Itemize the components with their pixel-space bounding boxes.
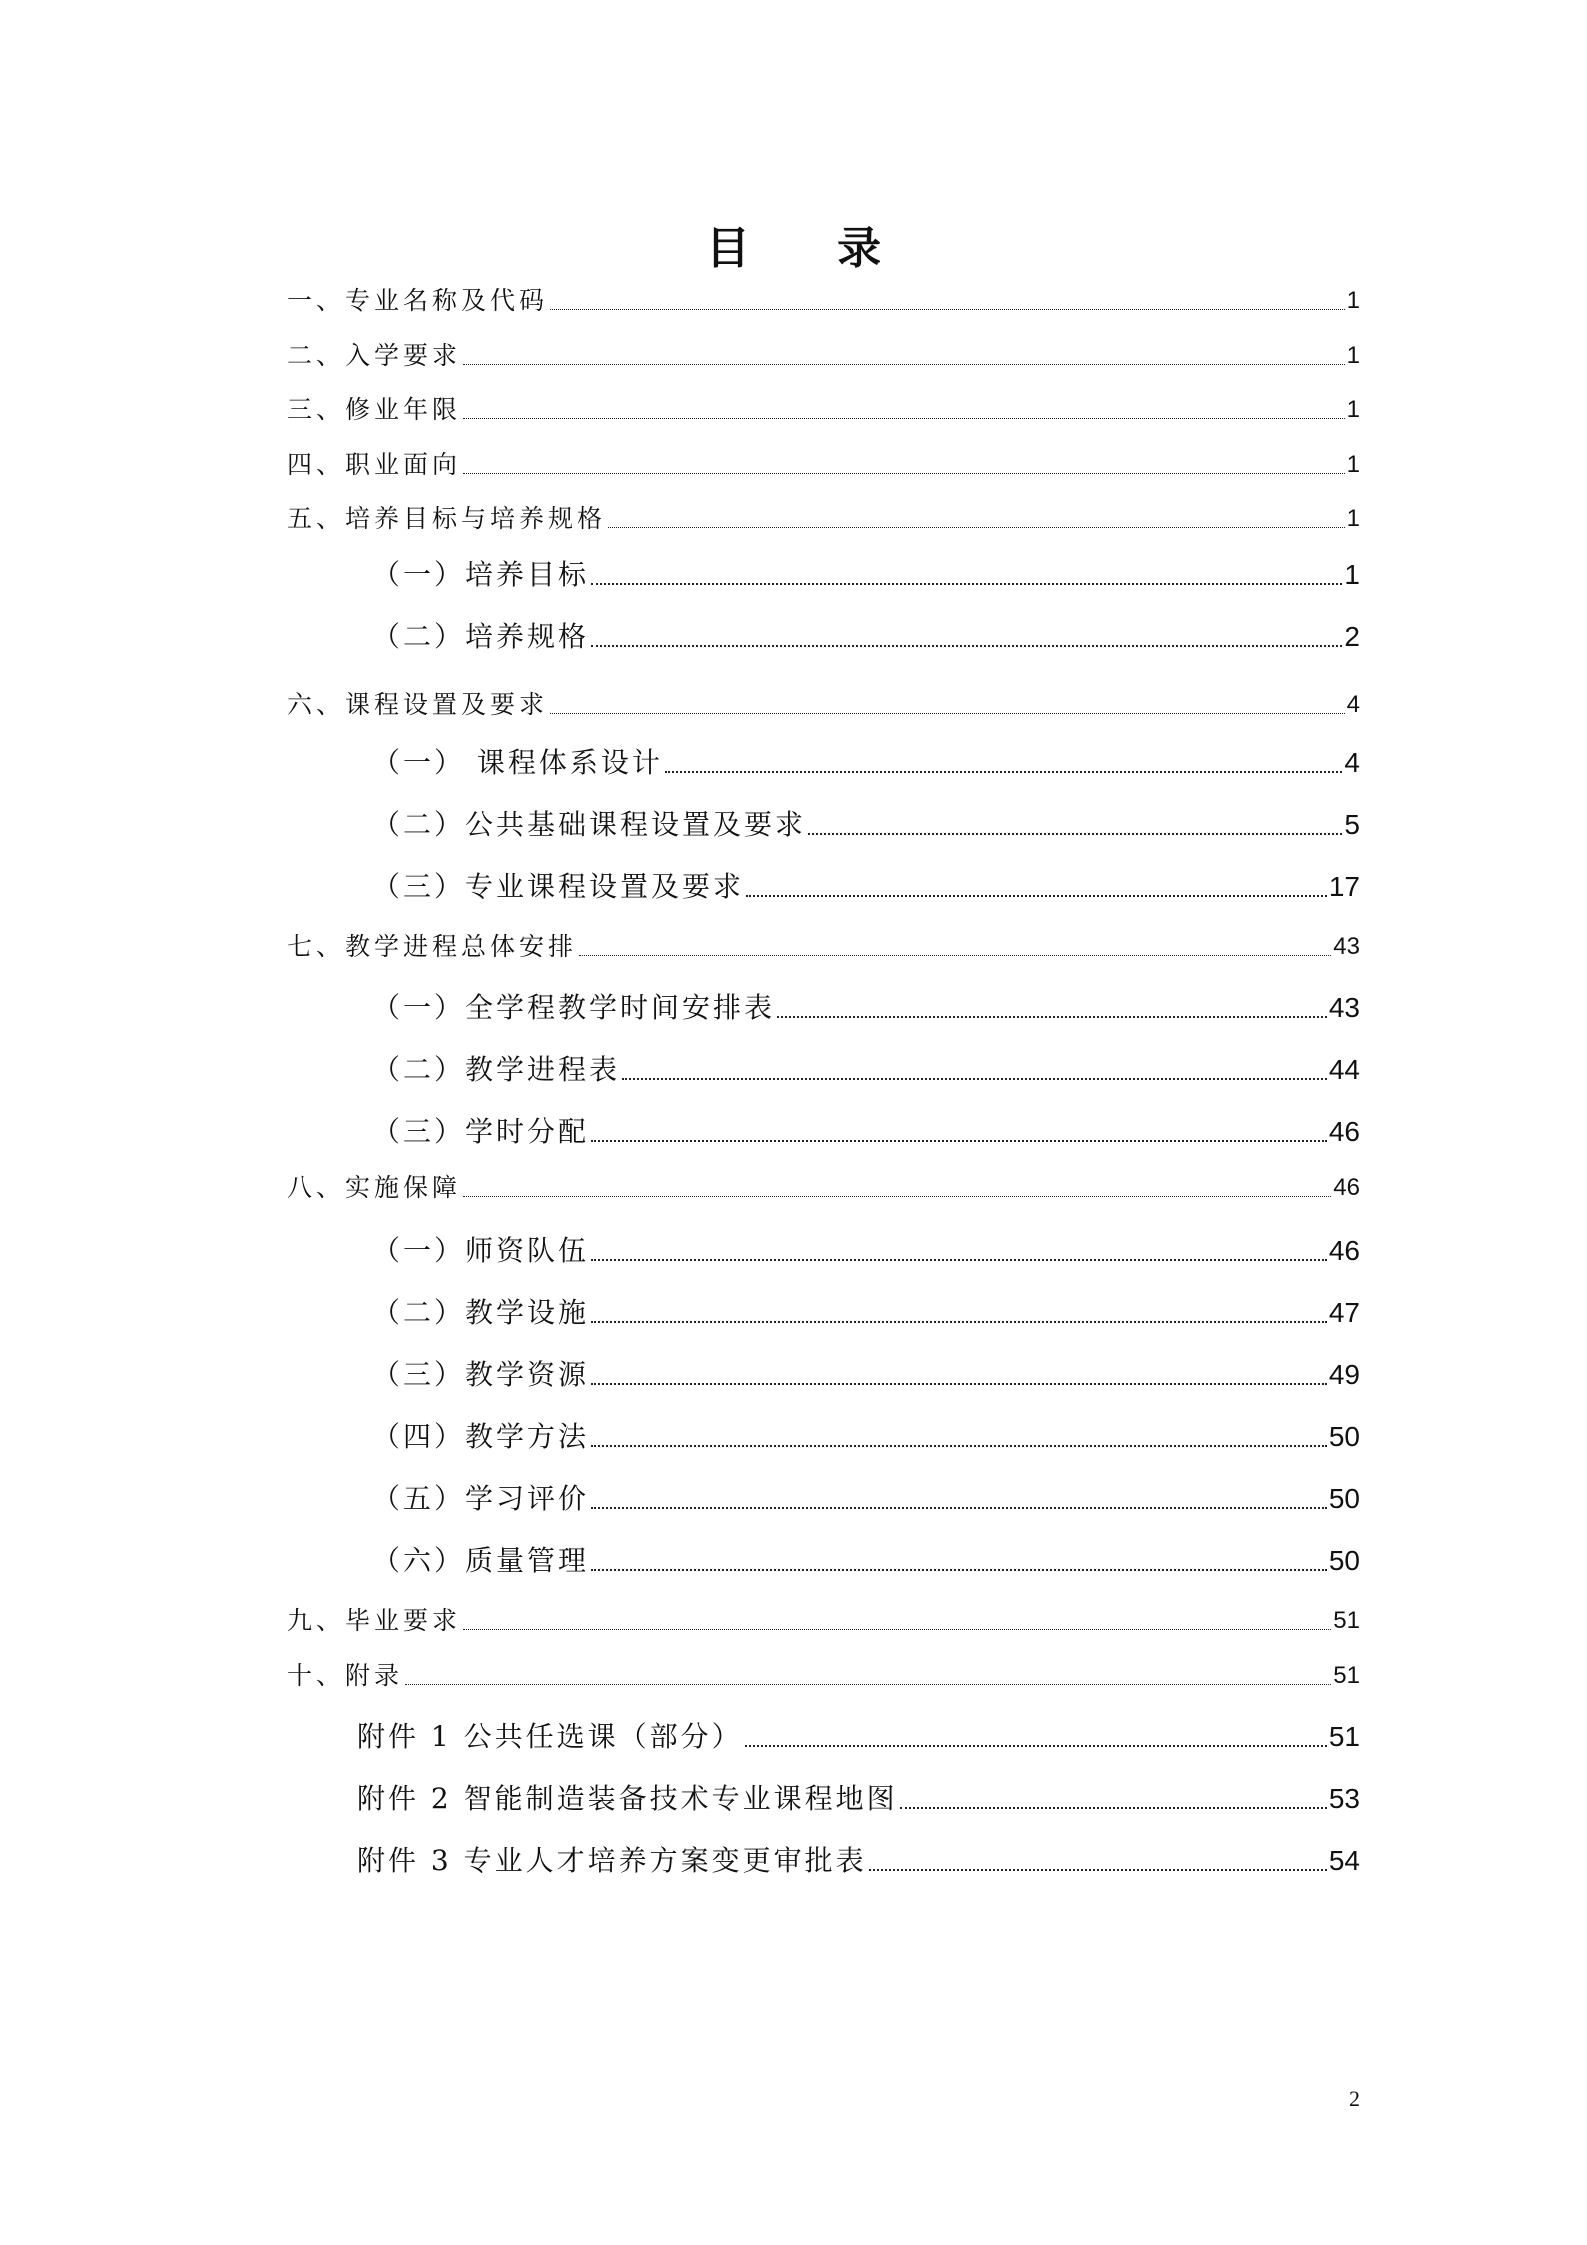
toc-entry[interactable]	[287, 1228, 1360, 1268]
toc-entry-label: （五）学习评价	[372, 1482, 590, 1516]
toc-dot-leader	[900, 1807, 1327, 1809]
toc-entry-page: 1	[1346, 396, 1360, 424]
toc-entry-page: 51	[1333, 1607, 1360, 1635]
toc-entry-page: 1	[1346, 287, 1360, 315]
toc-entry-page: 43	[1333, 933, 1360, 961]
toc-entry-label: 附件 3 专业人才培养方案变更审批表	[357, 1844, 867, 1878]
toc-entry-label: （二）培养规格	[372, 620, 590, 654]
toc-entry[interactable]	[287, 1538, 1360, 1578]
toc-entry-page: 4	[1344, 747, 1360, 779]
toc-dot-leader	[591, 583, 1342, 585]
toc-entry[interactable]	[287, 1714, 1360, 1754]
toc-dot-leader	[405, 1684, 1331, 1685]
toc-entry-label: 四、职业面向	[287, 450, 462, 479]
toc-entry[interactable]	[287, 926, 1360, 962]
toc-dot-leader	[591, 1259, 1327, 1261]
toc-dot-leader	[869, 1869, 1327, 1871]
toc-entry[interactable]	[287, 444, 1360, 480]
toc-entry-page: 1	[1346, 342, 1360, 370]
toc-dot-leader	[591, 1445, 1327, 1447]
toc-entry[interactable]	[287, 1414, 1360, 1454]
toc-dot-leader	[591, 1140, 1327, 1142]
toc-entry-page: 44	[1328, 1054, 1360, 1086]
toc-entry-label: （三）教学资源	[372, 1358, 590, 1392]
toc-entry[interactable]	[287, 1838, 1360, 1878]
toc-entry[interactable]	[287, 684, 1360, 720]
toc-entry[interactable]	[287, 1047, 1360, 1087]
toc-entry-page: 50	[1328, 1421, 1360, 1453]
toc-entry[interactable]	[287, 1167, 1360, 1203]
toc-dot-leader	[463, 1196, 1331, 1197]
toc-entry-label: 七、教学进程总体安排	[287, 932, 578, 961]
toc-entry-page: 2	[1344, 621, 1360, 653]
toc-entry[interactable]	[287, 864, 1360, 904]
toc-dot-leader	[591, 1321, 1327, 1323]
toc-entry-page: 54	[1328, 1845, 1360, 1877]
toc-entry-label: 八、实施保障	[287, 1173, 462, 1202]
toc-entry-label: （四）教学方法	[372, 1420, 590, 1454]
toc-entry-label: （一）培养目标	[372, 558, 590, 592]
toc-dot-leader	[463, 364, 1345, 365]
toc-entry-label: 二、入学要求	[287, 341, 462, 370]
toc-entry-label: （二）教学进程表	[372, 1053, 621, 1087]
toc-dot-leader	[591, 1383, 1327, 1385]
toc-entry-label: 十、附录	[287, 1661, 404, 1690]
toc-entry-label: （一）师资队伍	[372, 1234, 590, 1268]
toc-entry[interactable]	[287, 280, 1360, 316]
toc-entry-page: 4	[1346, 691, 1360, 719]
toc-entry-page: 46	[1333, 1174, 1360, 1202]
toc-entry-page: 5	[1344, 809, 1360, 841]
toc-dot-leader	[777, 1016, 1327, 1018]
toc-entry[interactable]	[287, 389, 1360, 425]
toc-entry[interactable]	[287, 1290, 1360, 1330]
toc-entry-label: 附件 1 公共任选课（部分）	[357, 1720, 743, 1754]
toc-entry-page: 1	[1346, 505, 1360, 533]
toc-entry-page: 53	[1328, 1783, 1360, 1815]
toc-dot-leader	[591, 645, 1342, 647]
toc-entry-label: （一）全学程教学时间安排表	[372, 991, 776, 1025]
toc-entry[interactable]	[287, 1600, 1360, 1636]
toc-entry-page: 47	[1328, 1297, 1360, 1329]
toc-dot-leader	[745, 1745, 1327, 1747]
toc-entry-label: 九、毕业要求	[287, 1606, 462, 1635]
toc-entry[interactable]	[287, 335, 1360, 371]
toc-dot-leader	[463, 418, 1345, 419]
toc-dot-leader	[808, 833, 1342, 835]
toc-entry-page: 46	[1328, 1235, 1360, 1267]
toc-dot-leader	[591, 1507, 1327, 1509]
toc-entry[interactable]	[287, 552, 1360, 592]
toc-dot-leader	[550, 713, 1345, 714]
toc-entry[interactable]	[287, 802, 1360, 842]
toc-dot-leader	[665, 771, 1343, 773]
toc-entry[interactable]	[287, 1352, 1360, 1392]
toc-entry-label: （二）教学设施	[372, 1296, 590, 1330]
toc-entry-label: （六）质量管理	[372, 1544, 590, 1578]
page-title: 目 录	[705, 223, 918, 275]
toc-entry[interactable]	[287, 1109, 1360, 1149]
toc-dot-leader	[463, 473, 1345, 474]
toc-entry-page: 51	[1333, 1662, 1360, 1690]
toc-dot-leader	[591, 1569, 1327, 1571]
toc-entry[interactable]	[287, 1476, 1360, 1516]
toc-entry-page: 46	[1328, 1116, 1360, 1148]
toc-entry-page: 1	[1344, 559, 1360, 591]
toc-entry-label: （三）专业课程设置及要求	[372, 870, 745, 904]
toc-entry[interactable]	[287, 985, 1360, 1025]
toc-entry-page: 43	[1328, 992, 1360, 1024]
toc-entry-label: 六、课程设置及要求	[287, 690, 549, 719]
toc-entry-label: （三）学时分配	[372, 1115, 590, 1149]
toc-entry[interactable]	[287, 498, 1360, 534]
toc-entry[interactable]	[287, 740, 1360, 780]
toc-entry-label: （一） 课程体系设计	[372, 746, 663, 780]
page-number: 2	[1349, 2086, 1360, 2111]
toc-dot-leader	[622, 1078, 1327, 1080]
toc-entry-page: 17	[1328, 871, 1360, 903]
toc-entry-page: 50	[1328, 1545, 1360, 1577]
toc-entry-page: 50	[1328, 1483, 1360, 1515]
toc-dot-leader	[550, 309, 1345, 310]
toc-entry-label: 五、培养目标与培养规格	[287, 504, 607, 533]
toc-entry-label: 附件 2 智能制造装备技术专业课程地图	[357, 1782, 898, 1816]
toc-entry[interactable]	[287, 1776, 1360, 1816]
toc-entry-label: 一、专业名称及代码	[287, 286, 549, 315]
toc-entry-page: 51	[1328, 1721, 1360, 1753]
toc-entry-page: 1	[1346, 451, 1360, 479]
toc-entry-page: 49	[1328, 1359, 1360, 1391]
toc-dot-leader	[746, 895, 1327, 897]
toc-dot-leader	[608, 527, 1345, 528]
toc-dot-leader	[463, 1629, 1331, 1630]
toc-entry-label: （二）公共基础课程设置及要求	[372, 808, 807, 842]
toc-entry[interactable]	[287, 614, 1360, 654]
toc-entry[interactable]	[287, 1655, 1360, 1691]
toc-dot-leader	[579, 955, 1331, 956]
toc-entry-label: 三、修业年限	[287, 395, 462, 424]
